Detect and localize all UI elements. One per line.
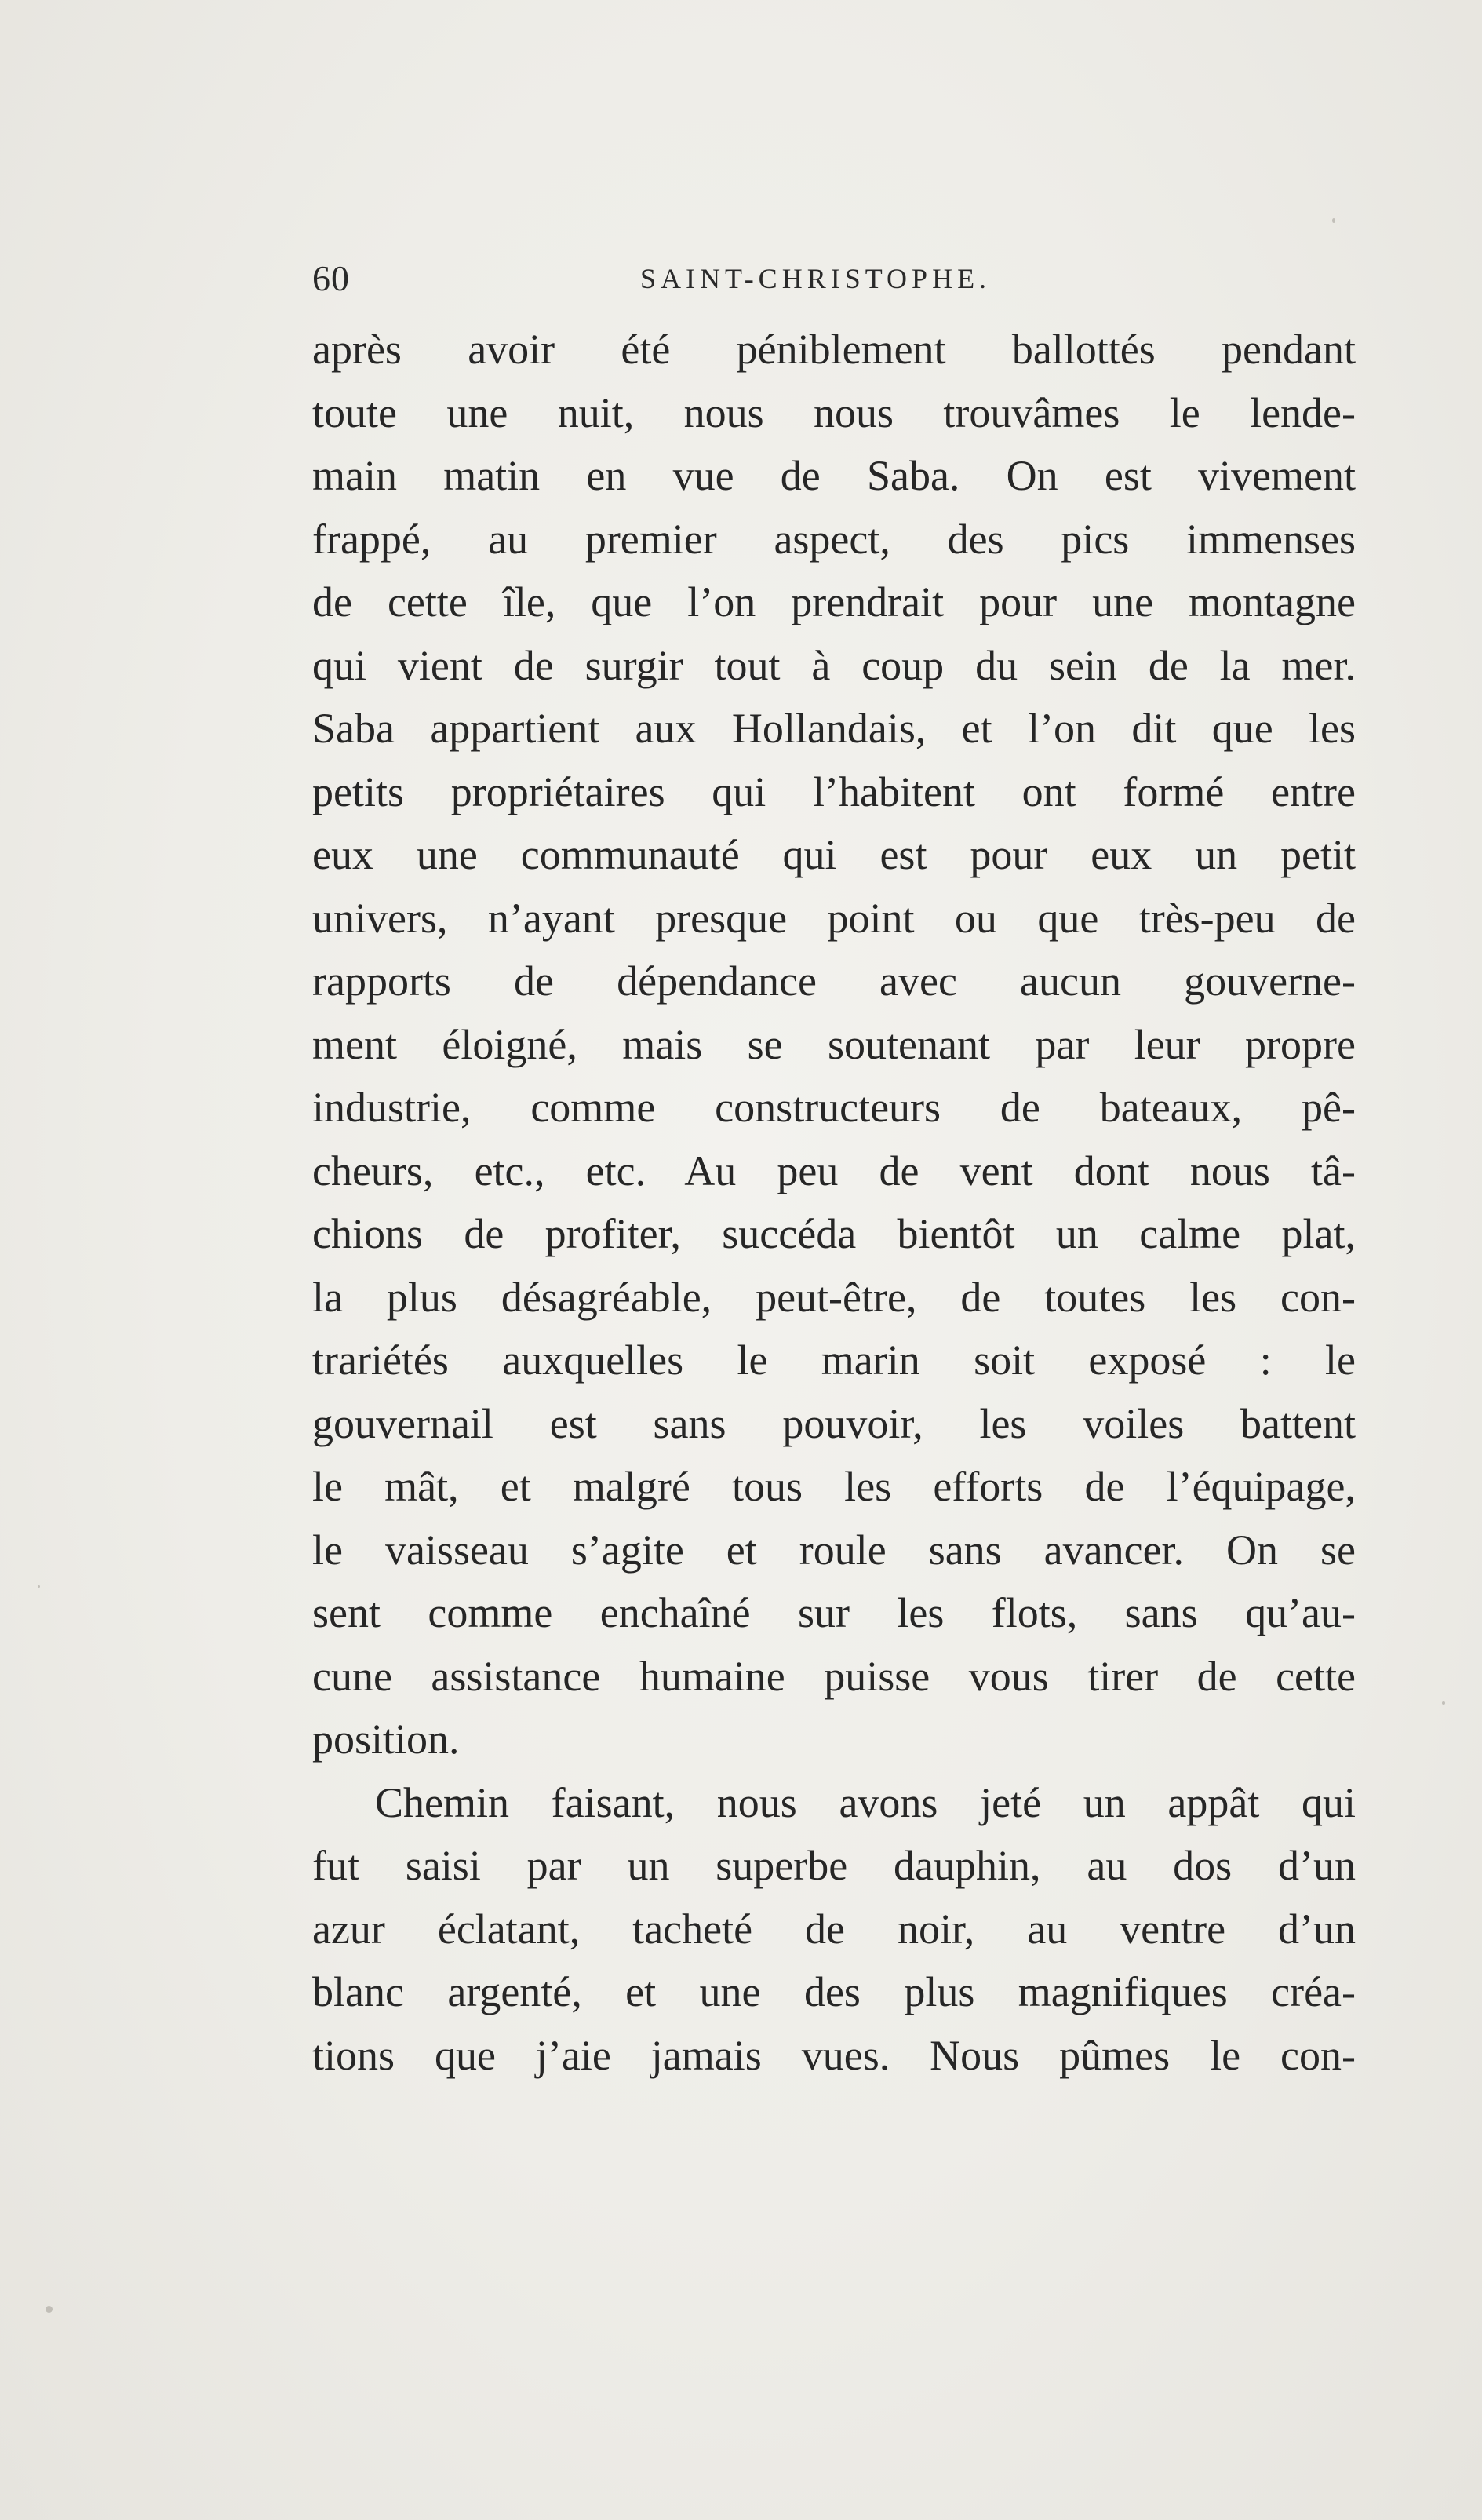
text-line: cheurs, etc., etc. Au peu de vent dont nous tâ- bbox=[312, 1147, 1356, 1194]
paper-speck bbox=[1442, 1701, 1445, 1705]
text-line: Chemin faisant, nous avons jeté un appât qui bbox=[375, 1778, 1356, 1826]
text-line: après avoir été péniblement ballottés pendant bbox=[312, 326, 1356, 373]
text-line: tions que j’aie jamais vues. Nous pûmes le con- bbox=[312, 2031, 1356, 2079]
text-line: petits propriétaires qui l’habitent ont formé entre bbox=[312, 768, 1356, 815]
text-line: qui vient de surgir tout à coup du sein de la mer. bbox=[312, 641, 1356, 689]
paper-speck bbox=[1332, 218, 1335, 223]
body-text bbox=[312, 318, 1356, 2087]
text-line: blanc argenté, et une des plus magnifiques créa- bbox=[312, 1968, 1356, 2015]
text-line: de cette île, que l’on prendrait pour une montagne bbox=[312, 578, 1356, 625]
text-line: azur éclatant, tacheté de noir, au ventre d’un bbox=[312, 1905, 1356, 1953]
text-line: univers, n’ayant presque point ou que très-peu de bbox=[312, 894, 1356, 942]
text-line: eux une communauté qui est pour eux un petit bbox=[312, 831, 1356, 878]
text-line: sent comme enchaîné sur les flots, sans qu’au- bbox=[312, 1589, 1356, 1636]
paper-speck bbox=[38, 1585, 40, 1588]
page-header bbox=[312, 255, 1356, 302]
text-line: fut saisi par un superbe dauphin, au dos d’un bbox=[312, 1842, 1356, 1889]
text-line: le mât, et malgré tous les efforts de l’équipage, bbox=[312, 1463, 1356, 1510]
paragraph-1 bbox=[312, 318, 1356, 1771]
text-line: industrie, comme constructeurs de bateaux, pê- bbox=[312, 1084, 1356, 1131]
text-line: chions de profiter, succéda bientôt un calme plat, bbox=[312, 1210, 1356, 1257]
text-line: position. bbox=[312, 1716, 460, 1763]
text-line: Saba appartient aux Hollandais, et l’on dit que les bbox=[312, 705, 1356, 752]
paragraph-2 bbox=[312, 1771, 1356, 2088]
page-number: 60 bbox=[312, 258, 350, 298]
text-line: la plus désagréable, peut-être, de toutes les con- bbox=[312, 1273, 1356, 1321]
paper-speck bbox=[46, 2306, 53, 2313]
running-title: SAINT-CHRISTOPHE. bbox=[640, 263, 992, 294]
text-line: frappé, au premier aspect, des pics immenses bbox=[312, 515, 1356, 563]
text-line: gouvernail est sans pouvoir, les voiles battent bbox=[312, 1399, 1356, 1447]
text-line: rapports de dépendance avec aucun gouverne- bbox=[312, 957, 1356, 1005]
text-line: toute une nuit, nous nous trouvâmes le lende- bbox=[312, 388, 1356, 436]
text-line: le vaisseau s’agite et roule sans avancer. On se bbox=[312, 1526, 1356, 1574]
text-line: trariétés auxquelles le marin soit exposé : le bbox=[312, 1337, 1356, 1384]
text-line: cune assistance humaine puisse vous tirer de cette bbox=[312, 1652, 1356, 1700]
text-line: main matin en vue de Saba. On est vivement bbox=[312, 452, 1356, 499]
text-line: ment éloigné, mais se soutenant par leur propre bbox=[312, 1020, 1356, 1068]
